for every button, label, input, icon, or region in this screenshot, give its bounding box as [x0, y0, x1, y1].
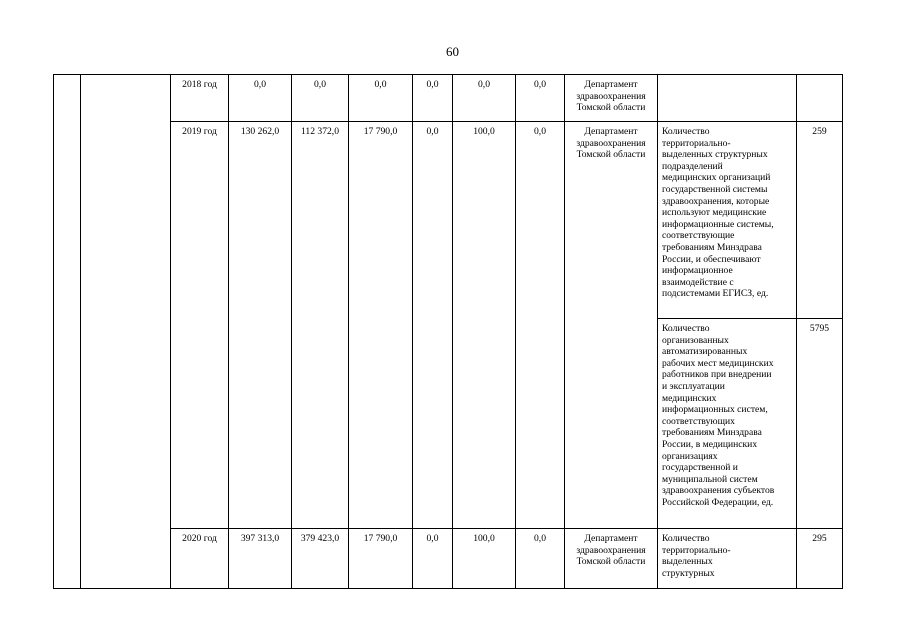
value-cell: 0,0: [478, 79, 490, 90]
row-divider: [657, 318, 843, 319]
value-cell: 0,0: [534, 126, 546, 137]
table-bottom-border: [53, 588, 843, 589]
indicator-value-cell: 295: [812, 533, 827, 544]
indicator-name-cell: Количество территориально- выделенных структурных: [662, 533, 731, 579]
value-cell: 0,0: [314, 79, 326, 90]
column-divider: [515, 74, 516, 589]
indicator-value-cell: 259: [812, 126, 827, 137]
year-cell: 2018 год: [182, 79, 217, 90]
indicator-name-cell: Количество организованных автоматизированных рабочих мест медицинских работников при внедрении и эксплуатации медицинских информационных систем, соответствующих требованиям Минздрава России, в медицинских организациях государственной и муниципальной систем здравоохранения субъектов Российской Федерации, ед.: [662, 323, 775, 508]
row-divider: [170, 528, 843, 529]
value-cell: 379 423,0: [300, 533, 340, 544]
value-cell: 17 790,0: [363, 533, 398, 544]
value-cell: 100,0: [473, 126, 495, 137]
column-divider: [170, 74, 171, 589]
executor-cell: Департамент здравоохранения Томской области: [576, 126, 646, 161]
year-cell: 2019 год: [182, 126, 217, 137]
indicator-name-cell: Количество территориально- выделенных структурных подразделений медицинских организаций государственной системы здравоохранения, которые используют медицинские информационные системы, соответствующие требованиям Минздрава России, и обеспечивают информационное взаимодействие с подсистемами ЕГИСЗ, ед.: [662, 126, 774, 300]
value-cell: 0,0: [534, 79, 546, 90]
year-cell: 2020 год: [182, 533, 217, 544]
column-divider: [53, 74, 54, 589]
value-cell: 0,0: [254, 79, 266, 90]
column-divider: [291, 74, 292, 589]
column-divider: [452, 74, 453, 589]
value-cell: 112 372,0: [300, 126, 340, 137]
value-cell: 0,0: [426, 79, 439, 90]
column-divider: [348, 74, 349, 589]
indicator-value-cell: 5795: [809, 323, 830, 334]
executor-cell: Департамент здравоохранения Томской области: [576, 533, 646, 568]
value-cell: 100,0: [473, 533, 495, 544]
value-cell: 0,0: [534, 533, 546, 544]
column-divider: [80, 74, 81, 589]
executor-cell: Департамент здравоохранения Томской области: [576, 79, 646, 114]
value-cell: 130 262,0: [240, 126, 280, 137]
table-top-border: [53, 74, 843, 75]
column-divider: [842, 74, 843, 589]
value-cell: 17 790,0: [363, 126, 398, 137]
value-cell: 397 313,0: [240, 533, 280, 544]
row-divider: [170, 121, 843, 122]
column-divider: [228, 74, 229, 589]
column-divider: [657, 74, 658, 589]
value-cell: 0,0: [426, 126, 439, 137]
page-number: 60: [446, 44, 459, 59]
value-cell: 0,0: [374, 79, 387, 90]
value-cell: 0,0: [426, 533, 439, 544]
column-divider: [412, 74, 413, 589]
